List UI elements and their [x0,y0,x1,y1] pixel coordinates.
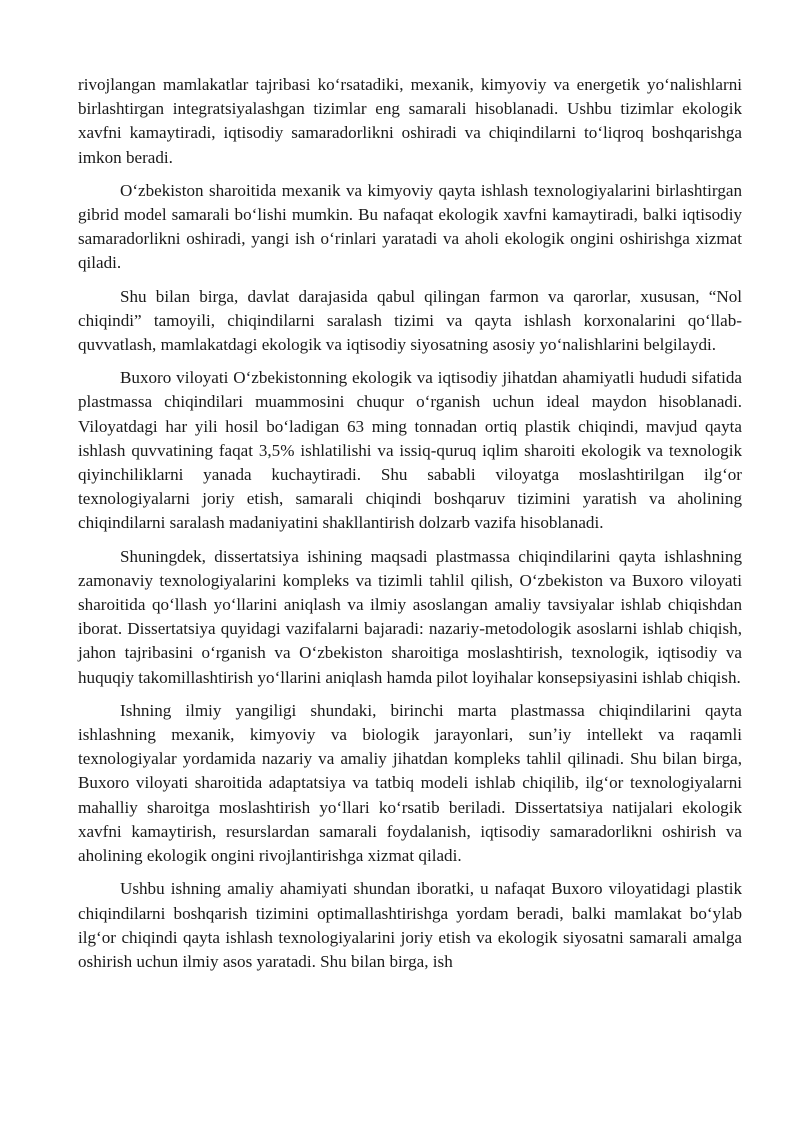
paragraph-dissertation-goal: Shuningdek, dissertatsiya ishining maqsadi plastmassa chiqindilarini qayta ishlashning zamonaviy texnologiyalarini kompleks va tizimli tahlil qilish, Oʻzbekiston va Buxoro viloyati sharoitida qoʻllash yoʻllarini aniqlash va ilmiy asoslangan amaliy tavsiyalar ishlab chiqishdan iborat. Dissertatsiya quyidagi vazifalarni bajaradi: nazariy-metodologik asoslarni ishlab chiqish, jahon tajribasini oʻrganish va Oʻzbekiston sharoitiga moslashtirish, texnologik, iqtisodiy va huquqiy takomillashtirish yoʻllarini aniqlash hamda pilot loyihalar konsepsiyasini ishlab chiqish. [78,546,742,687]
paragraph-practical-significance: Ushbu ishning amaliy ahamiyati shundan iboratki, u nafaqat Buxoro viloyatidagi plastik chiqindilarni boshqarish tizimini optimallashtirishga yordam beradi, balki mamlakat boʻylab ilgʻor chiqindi qayta ishlash texnologiyalarini joriy etish va ekologik siyosatni samarali amalga oshirish uchun ilmiy asos yaratadi. Shu bilan birga, ish [78,879,742,971]
paragraph-scientific-novelty: Ishning ilmiy yangiligi shundaki, birinchi marta plastmassa chiqindilarini qayta ishlashning mexanik, kimyoviy va biologik jarayonlari, sunʼiy intellekt va raqamli texnologiyalar yordamida nazariy va amaliy jihatdan kompleks tahlil qilinadi. Shu bilan birga, Buxoro viloyati sharoitida adaptatsiya va tatbiq modeli ishlab chiqilib, ilgʻor texnologiyalarni mahalliy sharoitga moslashtirish yoʻllari koʻrsatib beriladi. Dissertatsiya natijalari ekologik xavfni kamaytirish, resurslardan samarali foydalanish, iqtisodiy samaradorlikni oshirish va aholining ekologik ongini rivojlantirishga xizmat qiladi. [78,700,742,866]
paragraph-continuation: rivojlangan mamlakatlar tajribasi koʻrsatadiki, mexanik, kimyoviy va energetik yoʻnalishlarni birlashtirgan integratsiyalashgan tizimlar eng samarali hisoblanadi. Ushbu tizimlar ekologik xavfni kamaytiradi, iqtisodiy samaradorlikni oshiradi va chiqindilarni toʻliqroq boshqarishga imkon beradi. [78,75,742,167]
paragraph-bukhara-region: Buxoro viloyati Oʻzbekistonning ekologik va iqtisodiy jihatdan ahamiyatli hududi sifatida plastmassa chiqindilari muammosini chuqur oʻrganish uchun ideal maydon hisoblanadi. Viloyatdagi har yili hosil boʻladigan 63 ming tonnadan ortiq plastik chiqindi, mavjud qayta ishlash quvvatining faqat 3,5% ishlatilishi va issiq-quruq iqlim sharoiti ekologik va texnologik qiyinchiliklarni yanada kuchaytiradi. Shu sababli viloyatga moslashtirilgan ilgʻor texnologiyalarni joriy etish, samarali chiqindi boshqaruv tizimini yaratish va aholining chiqindilarni saralash madaniyatini shakllantirish dolzarb vazifa hisoblanadi. [78,368,742,533]
document-page [78,73,742,983]
paragraph-hybrid-model: Oʻzbekiston sharoitida mexanik va kimyoviy qayta ishlash texnologiyalarini birlashtirgan gibrid model samarali boʻlishi mumkin. Bu nafaqat ekologik xavfni kamaytiradi, balki iqtisodiy samaradorlikni oshiradi, yangi ish oʻrinlari yaratadi va aholi ekologik ongini oshirishga xizmat qiladi. [78,180,742,273]
paragraph-state-policy: Shu bilan birga, davlat darajasida qabul qilingan farmon va qarorlar, xususan, “Nol chiqindi” tamoyili, chiqindilarni saralash tizimi va qayta ishlash korxonalarini qoʻllab-quvvatlash, mamlakatdagi ekologik va iqtisodiy siyosatning asosiy yoʻnalishlarini belgilaydi. [78,286,742,355]
